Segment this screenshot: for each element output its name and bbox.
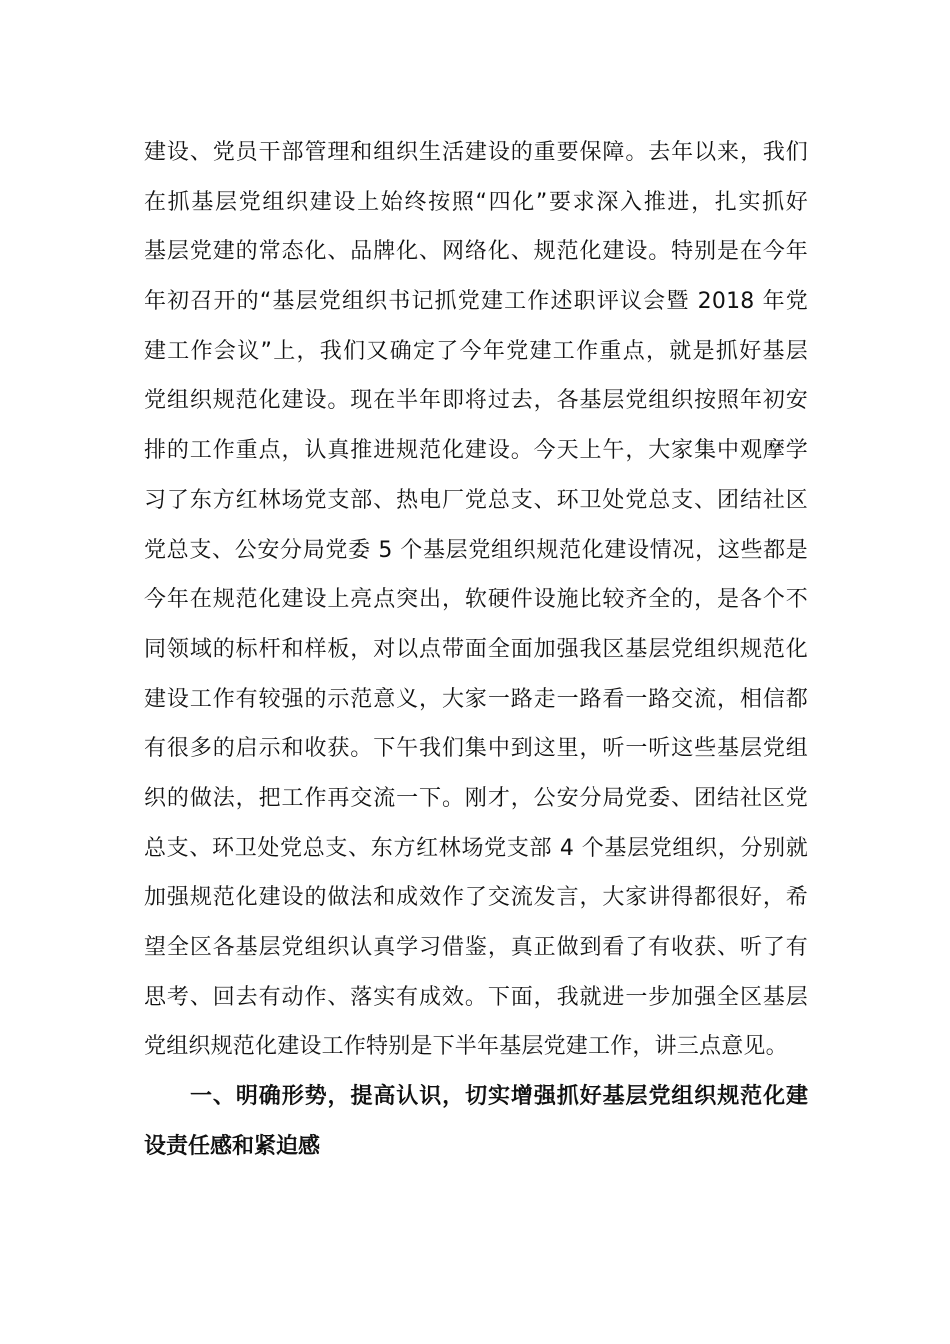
paragraph-line: 有很多的启示和收获。下午我们集中到这里，听一听这些基层党组 (144, 736, 808, 762)
paragraph-line: 望全区各基层党组织认真学习借鉴，真正做到看了有收获、听了有 (144, 935, 808, 960)
paragraph-line: 党组织规范化建设。现在半年即将过去，各基层党组织按照年初安 (144, 388, 808, 414)
body-paragraph (144, 128, 808, 1072)
paragraph-line: 习了东方红林场党支部、热电厂党总支、环卫处党总支、团结社区 (144, 487, 808, 513)
paragraph-line: 建设、党员干部管理和组织生活建设的重要保障。去年以来，我们 (144, 140, 808, 165)
paragraph-line: 建设工作有较强的示范意义，大家一路走一路看一路交流，相信都 (144, 686, 808, 712)
section-heading-line: 一、明确形势，提高认识，切实增强抓好基层党组织规范化建 (190, 1084, 808, 1109)
paragraph-line: 建工作会议”上，我们又确定了今年党建工作重点，就是抓好基层 (144, 338, 808, 364)
paragraph-line: 总支、环卫处党总支、东方红林场党支部 4 个基层党组织，分别就 (144, 835, 808, 861)
paragraph-line: 年初召开的“基层党组织书记抓党建工作述职评议会暨 2018 年党 (144, 289, 808, 315)
paragraph-line: 排的工作重点，认真推进规范化建设。今天上午，大家集中观摩学 (144, 438, 808, 464)
paragraph-line: 织的做法，把工作再交流一下。刚才，公安分局党委、团结社区党 (144, 785, 808, 811)
paragraph-line: 党总支、公安分局党委 5 个基层党组织规范化建设情况，这些都是 (144, 537, 808, 563)
paragraph-line: 同领域的标杆和样板，对以点带面全面加强我区基层党组织规范化 (144, 636, 808, 662)
section-heading-line: 设责任感和紧迫感 (144, 1133, 321, 1159)
paragraph-line: 在抓基层党组织建设上始终按照“四化”要求深入推进，扎实抓好 (144, 189, 808, 215)
paragraph-line: 今年在规范化建设上亮点突出，软硬件设施比较齐全的，是各个不 (144, 587, 808, 613)
section-heading (144, 1072, 808, 1171)
paragraph-line: 基层党建的常态化、品牌化、网络化、规范化建设。特别是在今年 (144, 239, 808, 265)
paragraph-line: 加强规范化建设的做法和成效作了交流发言，大家讲得都很好，希 (144, 885, 808, 911)
paragraph-line: 党组织规范化建设工作特别是下半年基层党建工作，讲三点意见。 (144, 1034, 788, 1060)
paragraph-line: 思考、回去有动作、落实有成效。下面，我就进一步加强全区基层 (144, 984, 808, 1010)
